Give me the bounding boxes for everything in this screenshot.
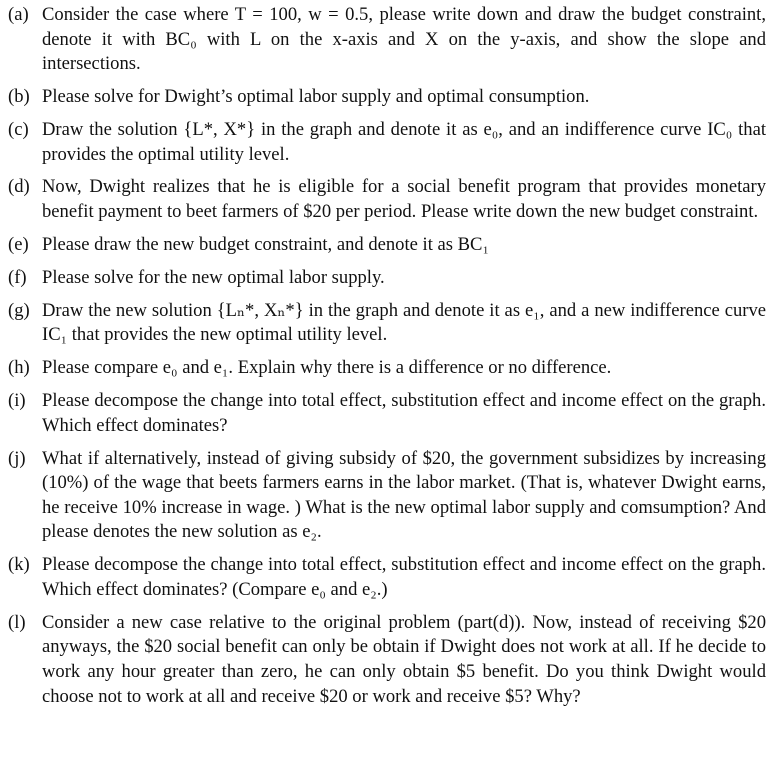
question-text: Consider the case where T = 100, w = 0.5, please write down and draw the budget constraint, denote it with BC₀ with L on the x-axis and X on the y-axis, and show the slope and intersections. <box>42 4 766 75</box>
question-label: (i) <box>8 390 26 412</box>
question-label: (a) <box>8 4 29 25</box>
question-text: Now, Dwight realizes that he is eligible for a social benefit program that provides monetary benefit payment to beet farmers of $20 per period. Please write down the new budget constraint. <box>42 176 766 223</box>
question-text: Draw the solution {L*, X*} in the graph and denote it as e₀, and an indifference curve IC₀ that provides the optimal utility level. <box>42 118 766 165</box>
question-d <box>8 175 766 224</box>
question-text: Please decompose the change into total effect, substitution effect and income effect on the graph. Which effect dominates? <box>42 390 766 436</box>
question-label: (b) <box>8 86 30 108</box>
question-label: (e) <box>8 233 29 255</box>
question-label: (d) <box>8 176 30 198</box>
question-label: (g) <box>8 299 30 321</box>
question-text: What if alternatively, instead of giving subsidy of $20, the government subsidizes by increasing (10%) of the wage that beets farmers earns in the labor market. (That is, whatever Dwight earns, he receive 10% increase in wage. ) What is the new optimal labor supply and comsumption? And please denotes the new solution as e₂. <box>42 447 766 543</box>
question-label: (c) <box>8 118 29 140</box>
question-l <box>8 611 766 709</box>
question-k <box>8 553 766 602</box>
question-text: Draw the new solution {Lₙ*, Xₙ*} in the graph and denote it as e₁, and a new indifference curve IC₁ that provides the new optimal utility level. <box>42 299 766 346</box>
question-c <box>8 118 766 167</box>
question-text: Consider a new case relative to the original problem (part(d)). Now, instead of receiving $20 anyways, the $20 social benefit can only be obtain if Dwight does not work at all. If he decide to work any hour greater than zero, he can only obtain $5 benefit. Do you think Dwight would choose not to work at all and receive $20 or work and receive $5? Why? <box>42 611 766 707</box>
question-label: (k) <box>8 554 30 576</box>
question-g <box>8 299 766 348</box>
question-e <box>8 233 766 258</box>
question-label: (h) <box>8 357 30 379</box>
question-text: Please solve for Dwight’s optimal labor supply and optimal consumption. <box>42 86 590 108</box>
question-label: (j) <box>8 447 26 469</box>
question-f <box>8 266 766 291</box>
question-label: (l) <box>8 611 26 633</box>
question-text: Please solve for the new optimal labor supply. <box>42 266 385 288</box>
question-i <box>8 389 766 438</box>
question-text: Please draw the new budget constraint, and denote it as BC₁ <box>42 233 489 255</box>
question-text: Please decompose the change into total effect, substitution effect and income effect on the graph. Which effect dominates? (Compare e₀ and e₂.) <box>42 554 766 600</box>
question-label: (f) <box>8 266 27 288</box>
question-text: Please compare e₀ and e₁. Explain why there is a difference or no difference. <box>42 357 612 379</box>
question-a <box>8 3 766 77</box>
question-h <box>8 356 766 381</box>
question-j <box>8 447 766 545</box>
question-b <box>8 85 766 110</box>
